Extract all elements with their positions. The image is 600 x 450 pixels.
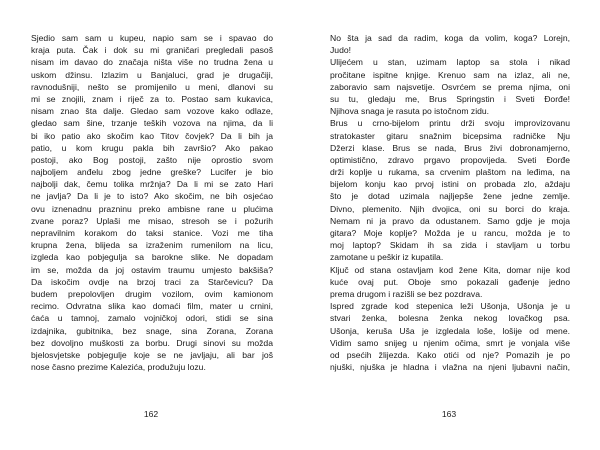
text-line: nisam im davao do značaja ništa više no trudna žena u [31, 57, 273, 68]
text-line: najbolji dak, čemu tolika mržnja? Da li mi se zato Hari [31, 179, 273, 190]
text-line: ravnodušniji, nešto se promijenilo u meni, dlanovi su [31, 81, 273, 92]
text-line: gitara? Moje koplje? Možda je u rancu, možda je to [330, 228, 570, 238]
text-line: mi se znojili, znam i riječ za to. Postao sam kukavica, [31, 93, 273, 104]
text-line: bez dovoljno muškosti za borbu. Drugi sinovi su možda [31, 337, 273, 348]
text-line: pročitane ispitne knjige. Krenuo sam na izlaz, ali ne, [330, 69, 570, 80]
text-line: patio, u kom krugu pakla bih završio? Ako pakao [31, 142, 273, 153]
left-page-number: 162 [143, 409, 159, 419]
text-line: Džerzi klase. Brus se nada, Brus živi dobronamjerno, [330, 142, 570, 153]
text-line: stratokaster gitaru snažnim bicepsima radničke Nju [330, 130, 570, 141]
text-line: stvari ženka, bolesna ženka nekog lovačkog psa. [330, 313, 570, 324]
text-line: drži koplje u rukama, sa crvenim plaštom na leđima, na [330, 167, 570, 178]
text-line: Nemam ni ja pravo da odustanem. Samo gdje je moja [330, 215, 570, 226]
text-line: bjelosvjetske pobjegulje koje se ne javljaju, ali bar još [31, 349, 273, 360]
text-line: ćaća u tamnoj, zamalo vojničkoj odori, stidi se sina [31, 313, 273, 324]
text-line: nisam znao šta dalje. Gledao sam vozove kako odlaze, [31, 106, 273, 117]
text-line: njuški, njuška je hladna i vlažna na njeni ljubavni način, [330, 362, 570, 373]
text-line: Ulijećem u stan, uzimam laptop sa stola i nikad [330, 57, 570, 68]
text-line: gledao sam šine, trzanje teških vozova na njima, da li [31, 118, 273, 129]
text-line: budem prepolovljen drugim vozilom, ovim kamionom [31, 288, 273, 299]
text-line: od psećih žlijezda. Kako otići od nje? Pomazih je po [330, 349, 570, 360]
text-line: su tu, gledaju me, Brus Springstin i Sveti Đorđe! [330, 93, 570, 104]
text-line: bi iko patio ako skočim kao Titov čovjek? Da li bih ja [31, 130, 273, 141]
text-line: postoji, ako Bog postoji, zašto nije oprostio svom [31, 154, 273, 165]
text-line: kraja puta. Čak i dok su mi graničari pregledali pasoš [31, 45, 273, 56]
text-line: kuće ovaj put. Oboje smo pokazali gađenje jedno [330, 276, 570, 287]
text-line: optimistično, zdravo prgavo propovijeda. Sveti Đorđe [330, 154, 570, 165]
text-line: Vidim samo snijeg u njenim očima, smrt je vonjala više [330, 337, 570, 348]
text-line: ovu iznenadnu prazninu preko ambisne rane u plućima [31, 203, 273, 214]
text-line: Njihova snaga je rasuta po istočnom zidu. [330, 106, 490, 117]
text-line: najboljem anđelu zbog jedne greške? Lucifer je bio [31, 167, 273, 178]
text-line: Sjedio sam sam u kupeu, napio sam se i spavao do [31, 33, 273, 43]
text-line: prema drugom i razišli se bez pozdrava. [330, 288, 483, 299]
text-line: Ispred zgrade kod stepenica leži Ušonja, Ušonja je u [330, 301, 570, 312]
right-page-number: 163 [441, 409, 457, 419]
text-line: uskom džinsu. Izlazim u Banjaluci, grad je drugačiji, [31, 69, 273, 80]
text-line: Divno, plemenito. Njih dvojica, oni su borci do kraja. [330, 203, 570, 214]
text-line: izgleda kao pobjegulja sa barokne slike. Ne dopadam [31, 252, 273, 263]
text-line: zamotane u peškir iz kupatila. [330, 252, 444, 263]
text-line: moj laptop? Skidam ih sa zida i stavljam u torbu [330, 240, 570, 251]
text-line: im se, možda da joj ostavim traumu umjesto bakšiša? [31, 264, 273, 275]
text-line: Da iskočim ovdje na brzoj traci za Starčevicu? Da [31, 276, 273, 287]
text-line: Brus u crno-bijelom printu drži svoju improvizovanu [330, 118, 570, 129]
text-line: No šta ja sad da radim, koga da volim, koga? Lorejn, [330, 33, 570, 43]
text-line: Judo! [330, 45, 352, 56]
text-line: Ušonja, keruša Uša je izgledala loše, lošije od mene. [330, 325, 570, 336]
text-line: nose časno prezime Kalezića, produžuju lozu. [31, 362, 206, 373]
text-line: ne javlja? Da li je to isto? Ako skočim, ne bih osjećao [31, 191, 273, 202]
right-page-text [330, 32, 570, 373]
text-line: nepravilnim korakom do taksi stanice. Vozi me tiha [31, 228, 273, 238]
right-page [300, 0, 600, 450]
left-page-text [31, 32, 273, 373]
text-line: zvane poraz? Uplaši me misao, stresoh se i požurih [31, 215, 273, 226]
text-line: krupna žena, blijeda sa izraženim rumenilom na licu, [31, 240, 273, 251]
text-line: Ključ od stana ostavljam kod žene Kita, domar nije kod [330, 264, 570, 275]
text-line: zaboravio sam najsvetije. Osvrćem se prema njima, oni [330, 81, 570, 92]
text-line: bijelom konju kao prvoj istini on probada zlo, aždaju [330, 179, 570, 190]
text-line: recimo. Odvratna slika kao domaći film, mater u crnini, [31, 301, 273, 312]
text-line: izdajnika, gubitnika, bez snage, sina Zorana, Zorana [31, 325, 273, 336]
text-line: što je dotad uzimala najljepše žene jedne zemlje. [330, 191, 570, 202]
